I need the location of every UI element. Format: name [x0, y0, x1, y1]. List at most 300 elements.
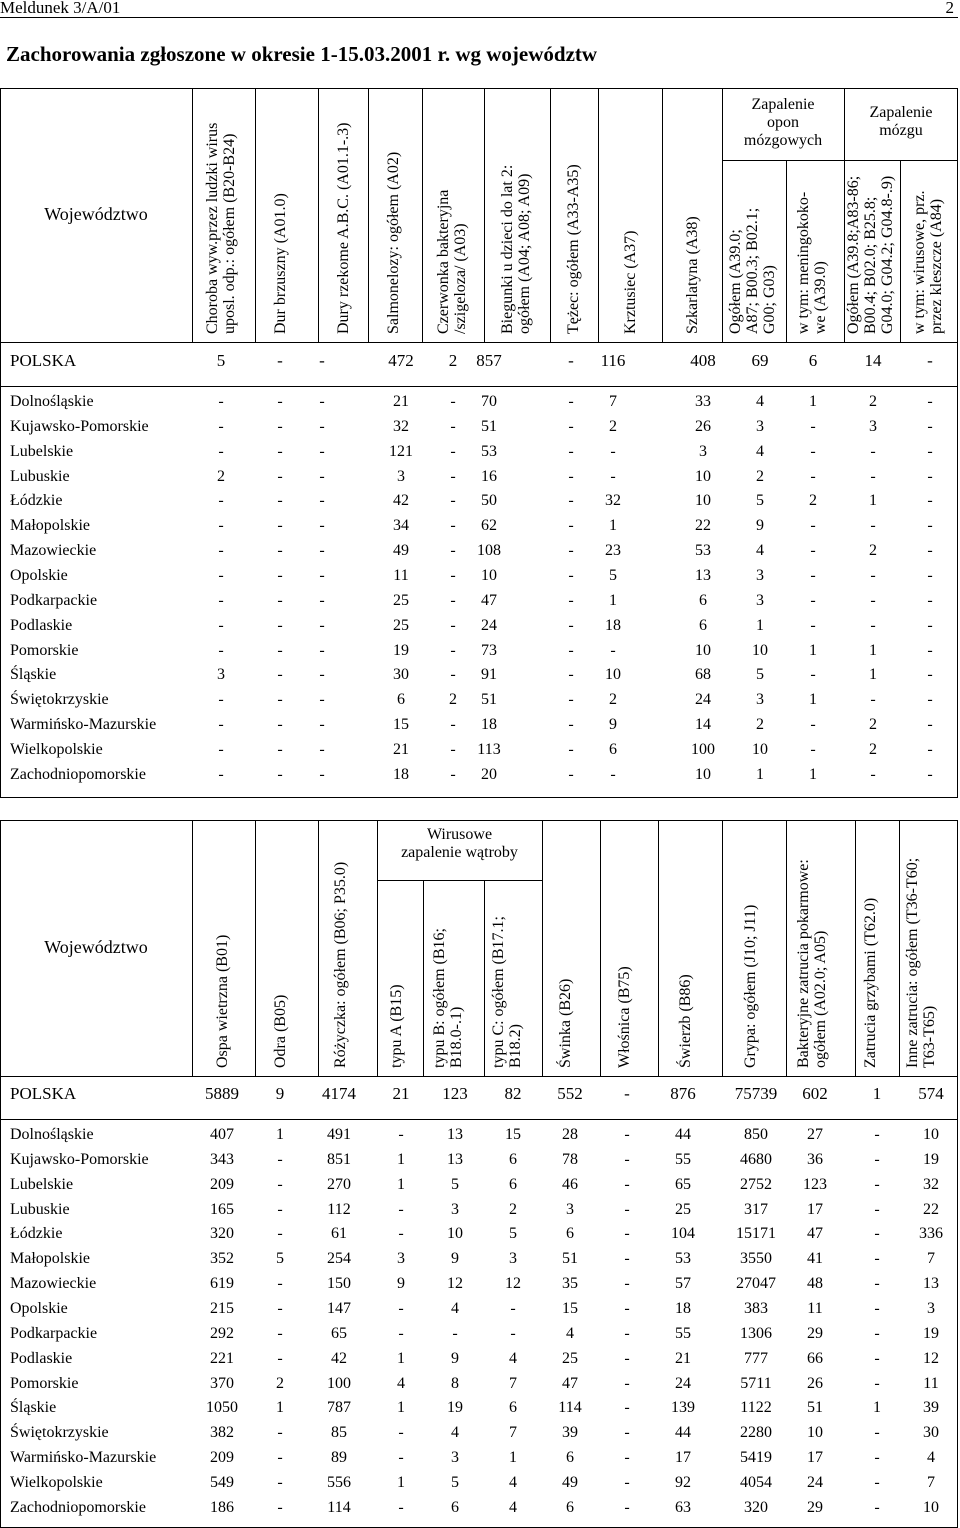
table-cell: -: [218, 517, 224, 535]
table-cell: 6: [566, 1498, 574, 1516]
region-name: Świętokrzyskie: [10, 1424, 109, 1442]
table-cell: -: [452, 1324, 458, 1342]
table-cell: 10: [481, 566, 497, 584]
region-name: Zachodniopomorskie: [10, 765, 146, 783]
region-name: Warmińsko-Mazurskie: [10, 716, 157, 734]
table-cell: 23: [605, 542, 621, 560]
table-cell: 32: [923, 1175, 939, 1193]
table-cell: 19: [923, 1150, 939, 1168]
table-cell: -: [810, 442, 816, 460]
table-cell: 24: [481, 616, 497, 634]
polska-value: 472: [388, 351, 414, 370]
table-cell: -: [624, 1324, 630, 1342]
region-name: Wielkopolskie: [10, 740, 103, 758]
table-cell: 100: [691, 740, 715, 758]
table-cell: -: [624, 1299, 630, 1317]
column-header: w tym: meningokoko- we (A39.0): [795, 191, 829, 334]
table-cell: -: [218, 691, 224, 709]
table-cell: -: [398, 1449, 404, 1467]
table-cell: 13: [447, 1126, 463, 1143]
table-cell: 320: [210, 1225, 234, 1243]
table-cell: -: [450, 442, 456, 460]
table-cell: 27: [807, 1126, 823, 1143]
table-cell: -: [568, 740, 574, 758]
table-cell: 12: [505, 1275, 521, 1293]
table-cell: 16: [481, 467, 497, 485]
table-cell: -: [568, 566, 574, 584]
table-cell: 108: [477, 542, 501, 560]
table-cell: -: [927, 467, 933, 485]
region-name: Podkarpackie: [10, 591, 98, 609]
table-cell: -: [277, 716, 283, 734]
column-header: Zatrucia grzybami (T62.0): [861, 897, 879, 1068]
table-cell: -: [450, 393, 456, 410]
table-cell: 39: [923, 1399, 939, 1417]
table-cell: -: [927, 641, 933, 659]
table-cell: 13: [447, 1150, 463, 1168]
table-cell: -: [277, 1424, 283, 1442]
rule-line: [899, 820, 900, 1076]
rule-line: [423, 880, 424, 1076]
table-cell: 89: [331, 1449, 347, 1467]
table-cell: 3: [699, 442, 707, 460]
table-cell: 9: [397, 1275, 405, 1293]
table-cell: 2: [276, 1374, 284, 1392]
table-cell: 8: [451, 1374, 459, 1392]
table-cell: 20: [481, 765, 497, 783]
table-cell: 51: [481, 691, 497, 709]
table-cell: -: [319, 740, 325, 758]
table-cell: -: [277, 1349, 283, 1367]
table-cell: 55: [675, 1324, 691, 1342]
table-cell: 3: [927, 1299, 935, 1317]
table-cell: 7: [927, 1473, 935, 1491]
table-cell: -: [874, 1250, 880, 1268]
table-cell: 1: [397, 1399, 405, 1417]
table-cell: -: [874, 1200, 880, 1218]
table-cell: 10: [923, 1498, 939, 1516]
table-cell: 1: [756, 765, 764, 783]
column-header: Ogółem (A39.8;A83-86; B00.4; B02.0; B25.8; G04.0; G04.2; G04.8-.9): [844, 175, 896, 334]
table-cell: -: [277, 765, 283, 783]
table-cell: 63: [675, 1498, 691, 1516]
table-cell: -: [450, 542, 456, 560]
column-header: Szkarlatyna (A38): [683, 216, 701, 334]
table-cell: 12: [923, 1349, 939, 1367]
polska-value: 574: [918, 1084, 944, 1103]
table-cell: -: [624, 1200, 630, 1218]
table-cell: -: [319, 666, 325, 684]
table-cell: 3: [397, 1250, 405, 1268]
table-cell: 221: [210, 1349, 234, 1367]
table-cell: 15: [393, 716, 409, 734]
table-cell: 91: [481, 666, 497, 684]
table-cell: 1: [509, 1449, 517, 1467]
table-cell: 1: [756, 616, 764, 634]
table-cell: -: [277, 616, 283, 634]
table-cell: 5: [609, 566, 617, 584]
column-header: Świerzb (B86): [676, 974, 694, 1068]
table-cell: 4: [756, 393, 764, 410]
table-cell: 29: [807, 1324, 823, 1342]
table-cell: -: [277, 492, 283, 510]
table-cell: 11: [807, 1299, 823, 1317]
polska-value: 75739: [734, 1084, 778, 1103]
table-cell: 1: [397, 1349, 405, 1367]
table-cell: -: [277, 591, 283, 609]
column-header: Bakteryjne zatrucia pokarmowe: ogółem (A02.0; A05): [795, 859, 829, 1068]
table-cell: -: [277, 1200, 283, 1218]
rule-line: [318, 88, 319, 342]
column-header: Włośnica (B75): [615, 966, 633, 1068]
table-cell: -: [624, 1473, 630, 1491]
table-cell: 15: [505, 1126, 521, 1143]
table-cell: 7: [927, 1250, 935, 1268]
table-cell: -: [874, 1498, 880, 1516]
table-cell: 14: [695, 716, 711, 734]
table-cell: 209: [210, 1175, 234, 1193]
polska-value: 4174: [322, 1084, 356, 1103]
table-cell: 39: [562, 1424, 578, 1442]
table-cell: -: [218, 393, 224, 410]
polska-value: 602: [802, 1084, 828, 1103]
table-cell: -: [398, 1299, 404, 1317]
table-cell: 3: [451, 1449, 459, 1467]
table-cell: 42: [331, 1349, 347, 1367]
column-header: Czerwonka bakteryjna /szigeloza/ (A03): [435, 189, 469, 334]
region-name: Dolnośląskie: [10, 393, 94, 410]
table-cell: -: [277, 1449, 283, 1467]
rule-line: [658, 820, 659, 1076]
column-header: Grypa: ogółem (J10; J11): [741, 904, 759, 1068]
column-header: Dur brzuszny (A01.0): [271, 193, 289, 334]
rule-line: [484, 88, 485, 342]
table-cell: -: [319, 616, 325, 634]
rule-line: [255, 820, 256, 1076]
table-cell: 1: [276, 1399, 284, 1417]
table-cell: 1: [869, 641, 877, 659]
table-cell: -: [874, 1424, 880, 1442]
table-cell: 53: [481, 442, 497, 460]
table-cell: -: [927, 442, 933, 460]
table-cell: -: [568, 616, 574, 634]
table-cell: -: [624, 1175, 630, 1193]
rule-line: [662, 88, 663, 342]
polska-value: 123: [442, 1084, 468, 1103]
table-cell: -: [277, 740, 283, 758]
table-cell: 2: [869, 542, 877, 560]
table-cell: 165: [210, 1200, 234, 1218]
table-cell: -: [874, 1374, 880, 1392]
region-name: Małopolskie: [10, 1250, 90, 1268]
table-cell: 21: [393, 393, 409, 410]
table-cell: -: [874, 1275, 880, 1293]
table-cell: -: [510, 1324, 516, 1342]
table-cell: -: [927, 740, 933, 758]
table-cell: -: [610, 641, 616, 659]
table-cell: -: [450, 591, 456, 609]
table-cell: 4: [509, 1349, 517, 1367]
table-cell: -: [568, 442, 574, 460]
table-cell: 215: [210, 1299, 234, 1317]
polska-value: 21: [392, 1084, 410, 1103]
table-cell: -: [874, 1126, 880, 1143]
table-cell: 1: [869, 666, 877, 684]
rule-line: [377, 880, 542, 881]
table-cell: -: [874, 1225, 880, 1243]
table-cell: 78: [562, 1150, 578, 1168]
table-cell: 32: [605, 492, 621, 510]
polska-label: POLSKA: [10, 1084, 77, 1103]
table-cell: -: [319, 641, 325, 659]
column-header: Różyczka: ogółem (B06; P35.0): [331, 861, 349, 1068]
table-cell: 15171: [736, 1225, 776, 1243]
table-cell: -: [870, 765, 876, 783]
rule-line: [722, 820, 723, 1076]
table-cell: 11: [923, 1374, 939, 1392]
table-cell: -: [319, 716, 325, 734]
column-header: Inne zatrucia: ogółem (T36-T60; T63-T65): [904, 857, 938, 1068]
table-cell: 1050: [206, 1399, 238, 1417]
table-cell: 85: [331, 1424, 347, 1442]
region-name: Podlaskie: [10, 616, 73, 634]
table-cell: -: [319, 467, 325, 485]
region-name: Łódzkie: [10, 492, 63, 510]
table-cell: 4: [927, 1449, 935, 1467]
table-cell: -: [277, 1498, 283, 1516]
table-cell: 317: [744, 1200, 768, 1218]
table-cell: -: [870, 691, 876, 709]
table-cell: 3: [451, 1200, 459, 1218]
table-cell: -: [927, 691, 933, 709]
table-cell: 139: [671, 1399, 695, 1417]
table-cell: -: [810, 666, 816, 684]
table-cell: 851: [327, 1150, 351, 1168]
table-cell: 114: [327, 1498, 351, 1516]
region-name: Śląskie: [10, 1399, 57, 1417]
table-cell: 352: [210, 1250, 234, 1268]
rule-line: [722, 160, 844, 161]
table-cell: -: [319, 442, 325, 460]
table-cell: 70: [481, 393, 497, 410]
table-cell: -: [450, 641, 456, 659]
polska-value: 69: [751, 351, 769, 370]
table-cell: 4: [397, 1374, 405, 1392]
table-cell: 407: [210, 1126, 234, 1143]
table-cell: 2: [869, 740, 877, 758]
region-name: Małopolskie: [10, 517, 90, 535]
table-cell: 9: [609, 716, 617, 734]
table-cell: 47: [481, 591, 497, 609]
table-cell: -: [874, 1175, 880, 1193]
table-cell: 2: [609, 691, 617, 709]
table-cell: 292: [210, 1324, 234, 1342]
table-cell: -: [319, 566, 325, 584]
rule-line: [0, 1076, 958, 1077]
table-cell: 57: [675, 1275, 691, 1293]
table-cell: 11: [393, 566, 409, 584]
region-name: Mazowieckie: [10, 542, 97, 560]
column-header: Świnka (B26): [556, 978, 574, 1068]
table-cell: 4: [566, 1324, 574, 1342]
polska-value: 857: [476, 351, 502, 370]
table-cell: 4: [451, 1424, 459, 1442]
region-name: Łódzkie: [10, 1225, 63, 1243]
table-cell: -: [319, 492, 325, 510]
table-cell: 3: [509, 1250, 517, 1268]
rule-line: [255, 88, 256, 342]
table-cell: -: [568, 765, 574, 783]
table-cell: -: [319, 393, 325, 410]
table-cell: 4: [509, 1473, 517, 1491]
polska-value: 876: [670, 1084, 696, 1103]
table-cell: -: [568, 417, 574, 435]
table-cell: 26: [807, 1374, 823, 1392]
polska-value: 2: [448, 351, 458, 370]
table-cell: -: [568, 691, 574, 709]
region-name: Warmińsko-Mazurskie: [10, 1449, 157, 1467]
table-cell: 2: [809, 492, 817, 510]
region-name: Świętokrzyskie: [10, 691, 109, 709]
table-cell: -: [810, 566, 816, 584]
table-cell: -: [870, 467, 876, 485]
table-cell: -: [874, 1324, 880, 1342]
column-header: Odra (B05): [271, 994, 289, 1068]
table-cell: 6: [699, 616, 707, 634]
table-cell: 17: [675, 1449, 691, 1467]
table-cell: 2: [609, 417, 617, 435]
table-cell: 100: [327, 1374, 351, 1392]
table-cell: 4: [756, 542, 764, 560]
table-cell: -: [610, 442, 616, 460]
table-cell: 44: [675, 1126, 691, 1143]
table-cell: -: [568, 517, 574, 535]
table-cell: -: [218, 492, 224, 510]
polska-value: 408: [690, 351, 716, 370]
table-cell: -: [450, 492, 456, 510]
table-cell: -: [450, 666, 456, 684]
table-cell: 65: [331, 1324, 347, 1342]
table-cell: -: [277, 517, 283, 535]
table-cell: -: [624, 1374, 630, 1392]
table-cell: -: [277, 542, 283, 560]
table-cell: 68: [695, 666, 711, 684]
table-cell: -: [810, 716, 816, 734]
region-name: Kujawsko-Pomorskie: [10, 417, 149, 435]
table-cell: 25: [393, 591, 409, 609]
table-cell: 123: [803, 1175, 827, 1193]
group-header: Wirusowe zapalenie wątroby: [401, 826, 518, 861]
table-cell: 25: [393, 616, 409, 634]
table-cell: 186: [210, 1498, 234, 1516]
region-name: Wielkopolskie: [10, 1473, 103, 1491]
column-header: typu A (B15): [387, 984, 405, 1068]
report-number: Meldunek 3/A/01: [0, 0, 121, 17]
table-cell: -: [870, 591, 876, 609]
column-header: Choroba wyw.przez ludzki wirus uposl. odp.: ogółem (B20-B24): [204, 122, 238, 334]
table-cell: -: [810, 740, 816, 758]
table-cell: -: [568, 591, 574, 609]
table-cell: -: [874, 1299, 880, 1317]
table-cell: 1: [397, 1473, 405, 1491]
table-cell: 370: [210, 1374, 234, 1392]
table-cell: 2: [756, 467, 764, 485]
polska-value: 116: [600, 351, 626, 370]
table-cell: -: [450, 517, 456, 535]
table-cell: 9: [451, 1250, 459, 1268]
table-cell: -: [568, 393, 574, 410]
table-cell: 1: [609, 517, 617, 535]
column-header: Dury rzekome A.B.C. (A01.1-.3): [334, 122, 352, 334]
table-cell: 3: [397, 467, 405, 485]
table-cell: 2752: [740, 1175, 772, 1193]
table-cell: 6: [509, 1175, 517, 1193]
table-cell: 209: [210, 1449, 234, 1467]
table-cell: 10: [447, 1225, 463, 1243]
table-cell: -: [398, 1324, 404, 1342]
table-cell: 30: [393, 666, 409, 684]
table-cell: 5: [509, 1225, 517, 1243]
table-cell: 6: [609, 740, 617, 758]
polska-value: 5: [216, 351, 226, 370]
table-cell: -: [218, 740, 224, 758]
table-cell: 2: [449, 691, 457, 709]
table-cell: 2: [509, 1200, 517, 1218]
table-cell: 113: [477, 740, 501, 758]
table-cell: 6: [566, 1449, 574, 1467]
table-cell: -: [810, 542, 816, 560]
table-cell: -: [927, 666, 933, 684]
table-cell: 10: [695, 765, 711, 783]
table-cell: -: [810, 591, 816, 609]
table-cell: 10: [695, 641, 711, 659]
table-cell: -: [810, 467, 816, 485]
table-cell: 28: [562, 1126, 578, 1143]
table-cell: 3: [869, 417, 877, 435]
page-header: [0, 0, 958, 18]
region-name: Lubelskie: [10, 1175, 74, 1193]
table-cell: 21: [675, 1349, 691, 1367]
rule-line: [422, 88, 423, 342]
table-cell: 254: [327, 1250, 351, 1268]
header-wojewodztwo: Województwo: [44, 204, 148, 224]
table-cell: -: [398, 1225, 404, 1243]
table-cell: 61: [331, 1225, 347, 1243]
column-header: typu C: ogółem (B17.1; B18.2): [490, 916, 524, 1068]
rule-line: [855, 820, 856, 1076]
table-cell: -: [610, 765, 616, 783]
table-cell: 3: [217, 666, 225, 684]
table-cell: -: [927, 492, 933, 510]
polska-value: 9: [275, 1084, 285, 1103]
table-cell: 66: [807, 1349, 823, 1367]
column-header: Ogółem (A39.0; A87; B00.3; B02.1; G00; G03): [726, 207, 778, 334]
table-cell: -: [450, 716, 456, 734]
rule-line: [0, 386, 958, 387]
table-cell: 619: [210, 1275, 234, 1293]
table-cell: 5: [756, 492, 764, 510]
table-cell: 4: [756, 442, 764, 460]
table-cell: 5711: [740, 1374, 772, 1392]
table-cell: 382: [210, 1424, 234, 1442]
table-cell: -: [927, 393, 933, 410]
table-cell: -: [398, 1126, 404, 1143]
table-cell: 26: [695, 417, 711, 435]
table-cell: -: [450, 417, 456, 435]
table-cell: -: [624, 1250, 630, 1268]
table-cell: -: [874, 1349, 880, 1367]
table-cell: 42: [393, 492, 409, 510]
